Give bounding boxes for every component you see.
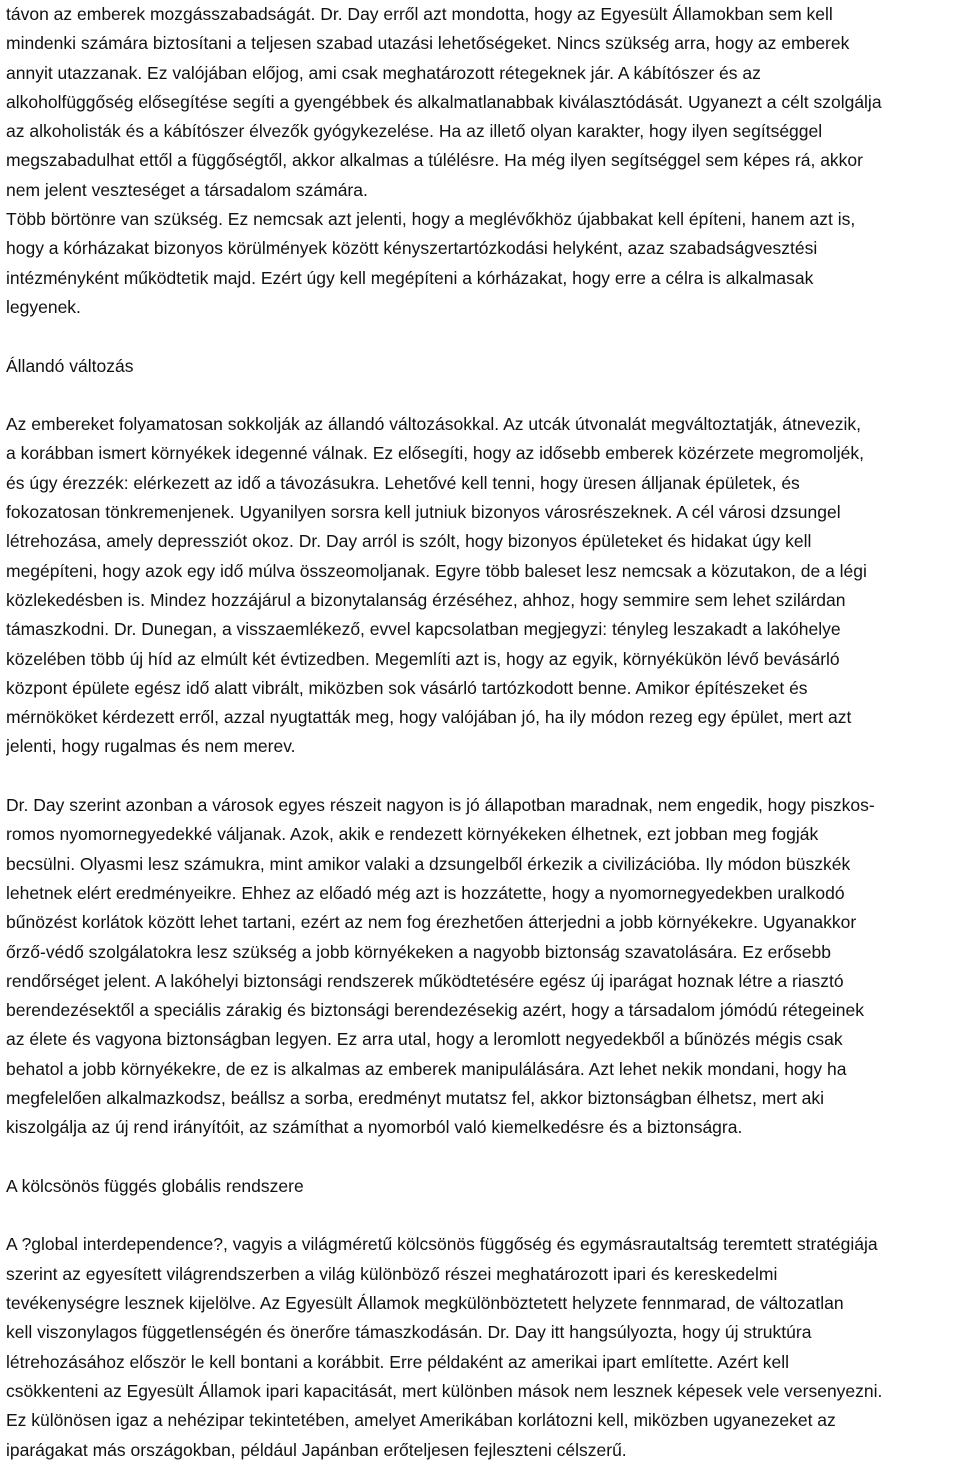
text-line: behatol a jobb környékekre, de ez is alkalmas az emberek manipulálására. Azt lehet nekik mondani, hogy ha [6, 1058, 847, 1079]
text-line: megépíteni, hogy azok egy idő múlva összeomoljanak. Egyre több baleset lesz nemcsak a közutakon, de a légi [6, 560, 867, 581]
text-line: megfelelően alkalmazkodsz, beállsz a sorba, eredményt mutatsz fel, akkor biztonságban élhetsz, mert aki [6, 1087, 825, 1108]
text-line: annyit utazzanak. Ez valójában előjog, ami csak meghatározott rétegeknek jár. A kábítószer és az [6, 62, 761, 83]
text-line: Az embereket folyamatosan sokkolják az állandó változásokkal. Az utcák útvonalát megváltoztatják, átnevezik, [6, 414, 862, 435]
text-line: tevékenységre lesznek kijelölve. Az Egyesült Államok megkülönböztetett helyzete fennmarad, de változatlan [6, 1293, 844, 1314]
section-3-paragraph-1 [6, 1230, 956, 1464]
text-line: rendőrséget jelent. A lakóhelyi biztonsági rendszerek működtetésére egész új iparágat hoznak létre a riasztó [6, 970, 844, 991]
document-page [6, 0, 956, 1474]
text-line: közlekedésben is. Mindez hozzájárul a bizonytalanság érzéséhez, ahhoz, hogy semmire sem lehet szilárdan [6, 589, 846, 610]
text-line: központ épülete egész idő alatt vibrált, miközben sok vásárló tartózkodott benne. Amikor építészeket és [6, 677, 808, 698]
text-line: mérnököket kérdezett erről, azzal nyugtatták meg, hogy valójában jó, ha ily módon rezeg egy épület, mert azt [6, 707, 852, 728]
text-line: kell viszonylagos függetlenségén és önerőre támaszkodásán. Dr. Day itt hangsúlyozta, hogy új struktúra [6, 1322, 812, 1343]
text-line: létrehozásához először le kell bontani a korábbit. Erre példaként az amerikai ipart említette. Azért kell [6, 1351, 790, 1372]
text-line: Dr. Day szerint azonban a városok egyes részeit nagyon is jó állapotban maradnak, nem engedik, hogy piszkos- [6, 795, 875, 816]
text-line: szerint az egyesített világrendszerben a világ különböző részei meghatározott ipari és kereskedelmi [6, 1263, 778, 1284]
text-line: A ?global interdependence?, vagyis a világméretű kölcsönös függőség és egymásrautaltság teremtett stratégiája [6, 1234, 878, 1255]
text-line: berendezésektől a speciális zárakig és biztonsági berendezésekig azért, hogy a társadalom jómódú rétegeinek [6, 1000, 865, 1021]
text-line: őrző-védő szolgálatokra lesz szükség a jobb környékeken a nagyobb biztonság szavatolására. Ez erősebb [6, 941, 831, 962]
text-line: kiszolgálja az új rend irányítóit, az számíthat a nyomorból való kiemelkedésre és a biztonságra. [6, 1117, 743, 1138]
text-line: a korábban ismert környékek idegenné válnak. Ez elősegíti, hogy az idősebb emberek közérzete megromoljék, [6, 443, 864, 464]
text-line: legyenek. [6, 296, 81, 317]
text-line: távon az emberek mozgásszabadságát. Dr. Day erről azt mondotta, hogy az Egyesült Államokban sem kell [6, 4, 833, 24]
text-line: Több börtönre van szükség. Ez nemcsak azt jelenti, hogy a meglévőkhöz újabbakat kell építeni, hanem azt is, [6, 209, 856, 230]
text-line: iparágakat más országokban, például Japánban erőteljesen fejleszteni célszerű. [6, 1439, 627, 1460]
paragraph-spacer [6, 1201, 956, 1230]
text-line: közelében több új híd az elmúlt két évtizedben. Megemlíti azt is, hogy az egyik, környékükön lévő bevásárló [6, 648, 840, 669]
paragraph-spacer [6, 322, 956, 351]
text-line: csökkenteni az Egyesült Államok ipari kapacitását, mert különben mások nem lesznek képesek vele versenyezni. [6, 1380, 883, 1401]
text-line: becsülni. Olyasmi lesz számukra, mint amikor valaki a dzsungelből érkezik a civilizációba. Ily módon büszkék [6, 853, 851, 874]
text-line: fokozatosan tönkremenjenek. Ugyanilyen sorsra kell jutniuk bizonyos városrészeknek. A cél városi dzsungel [6, 502, 841, 523]
text-line: jelenti, hogy rugalmas és nem merev. [6, 736, 296, 757]
section-heading: A kölcsönös függés globális rendszere [6, 1175, 304, 1196]
text-line: létrehozása, amely depressziót okoz. Dr. Day arról is szólt, hogy bizonyos épületeket és hidakat úgy kell [6, 531, 812, 552]
paragraph-spacer [6, 762, 956, 791]
text-line: intézményként működtetik majd. Ezért úgy kell megépíteni a kórházakat, hogy erre a célra is alkalmasak [6, 267, 814, 288]
text-line: romos nyomornegyedekké váljanak. Azok, akik e rendezett környékeken élhetnek, ezt jobban meg fogják [6, 824, 819, 845]
section-heading: Állandó változás [6, 355, 134, 376]
text-line: nem jelent veszteséget a társadalom számára. [6, 179, 368, 200]
text-line: hogy a kórházakat bizonyos körülmények között kényszertartózkodási helyként, azaz szabadságvesztési [6, 238, 818, 259]
paragraph-spacer [6, 381, 956, 410]
text-line: az alkoholisták és a kábítószer élvezők gyógykezelése. Ha az illető olyan karakter, hogy ilyen segítséggel [6, 121, 823, 142]
text-line: az élete és vagyona biztonságban legyen. Ez arra utal, hogy a leromlott negyedekből a bűnözés mégis csak [6, 1029, 843, 1050]
text-line: támaszkodni. Dr. Dunegan, a visszaemlékező, evvel kapcsolatban megjegyzi: tényleg leszakadt a lakóhelye [6, 619, 841, 640]
section-2-paragraph-1 [6, 410, 956, 762]
text-line: megszabadulhat ettől a függőségtől, akkor alkalmas a túlélésre. Ha még ilyen segítséggel sem képes rá, akkor [6, 150, 863, 171]
text-line: és úgy érezzék: elérkezett az idő a távozásukra. Lehetővé kell tenni, hogy üresen álljanak épületek, és [6, 472, 800, 493]
paragraph-spacer [6, 1143, 956, 1172]
text-line: alkoholfüggőség elősegítése segíti a gyengébbek és alkalmatlanabbak kiválasztódását. Ugyanezt a célt szolgálja [6, 91, 882, 112]
text-line: bűnözést korlátok között lehet tartani, ezért az nem fog érezhetően átterjedni a jobb környékekre. Ugyanakkor [6, 912, 857, 933]
text-line: Ez különösen igaz a nehézipar tekintetében, amelyet Amerikában korlátozni kell, miközben ugyanezeket az [6, 1410, 836, 1431]
section-1-paragraph [6, 0, 956, 322]
text-line: mindenki számára biztosítani a teljesen szabad utazási lehetőségeket. Nincs szükség arra, hogy az emberek [6, 33, 850, 54]
section-2-paragraph-2 [6, 791, 956, 1143]
text-line: lehetnek elért eredményeikre. Ehhez az előadó még azt is hozzátette, hogy a nyomornegyedekben uralkodó [6, 882, 845, 903]
